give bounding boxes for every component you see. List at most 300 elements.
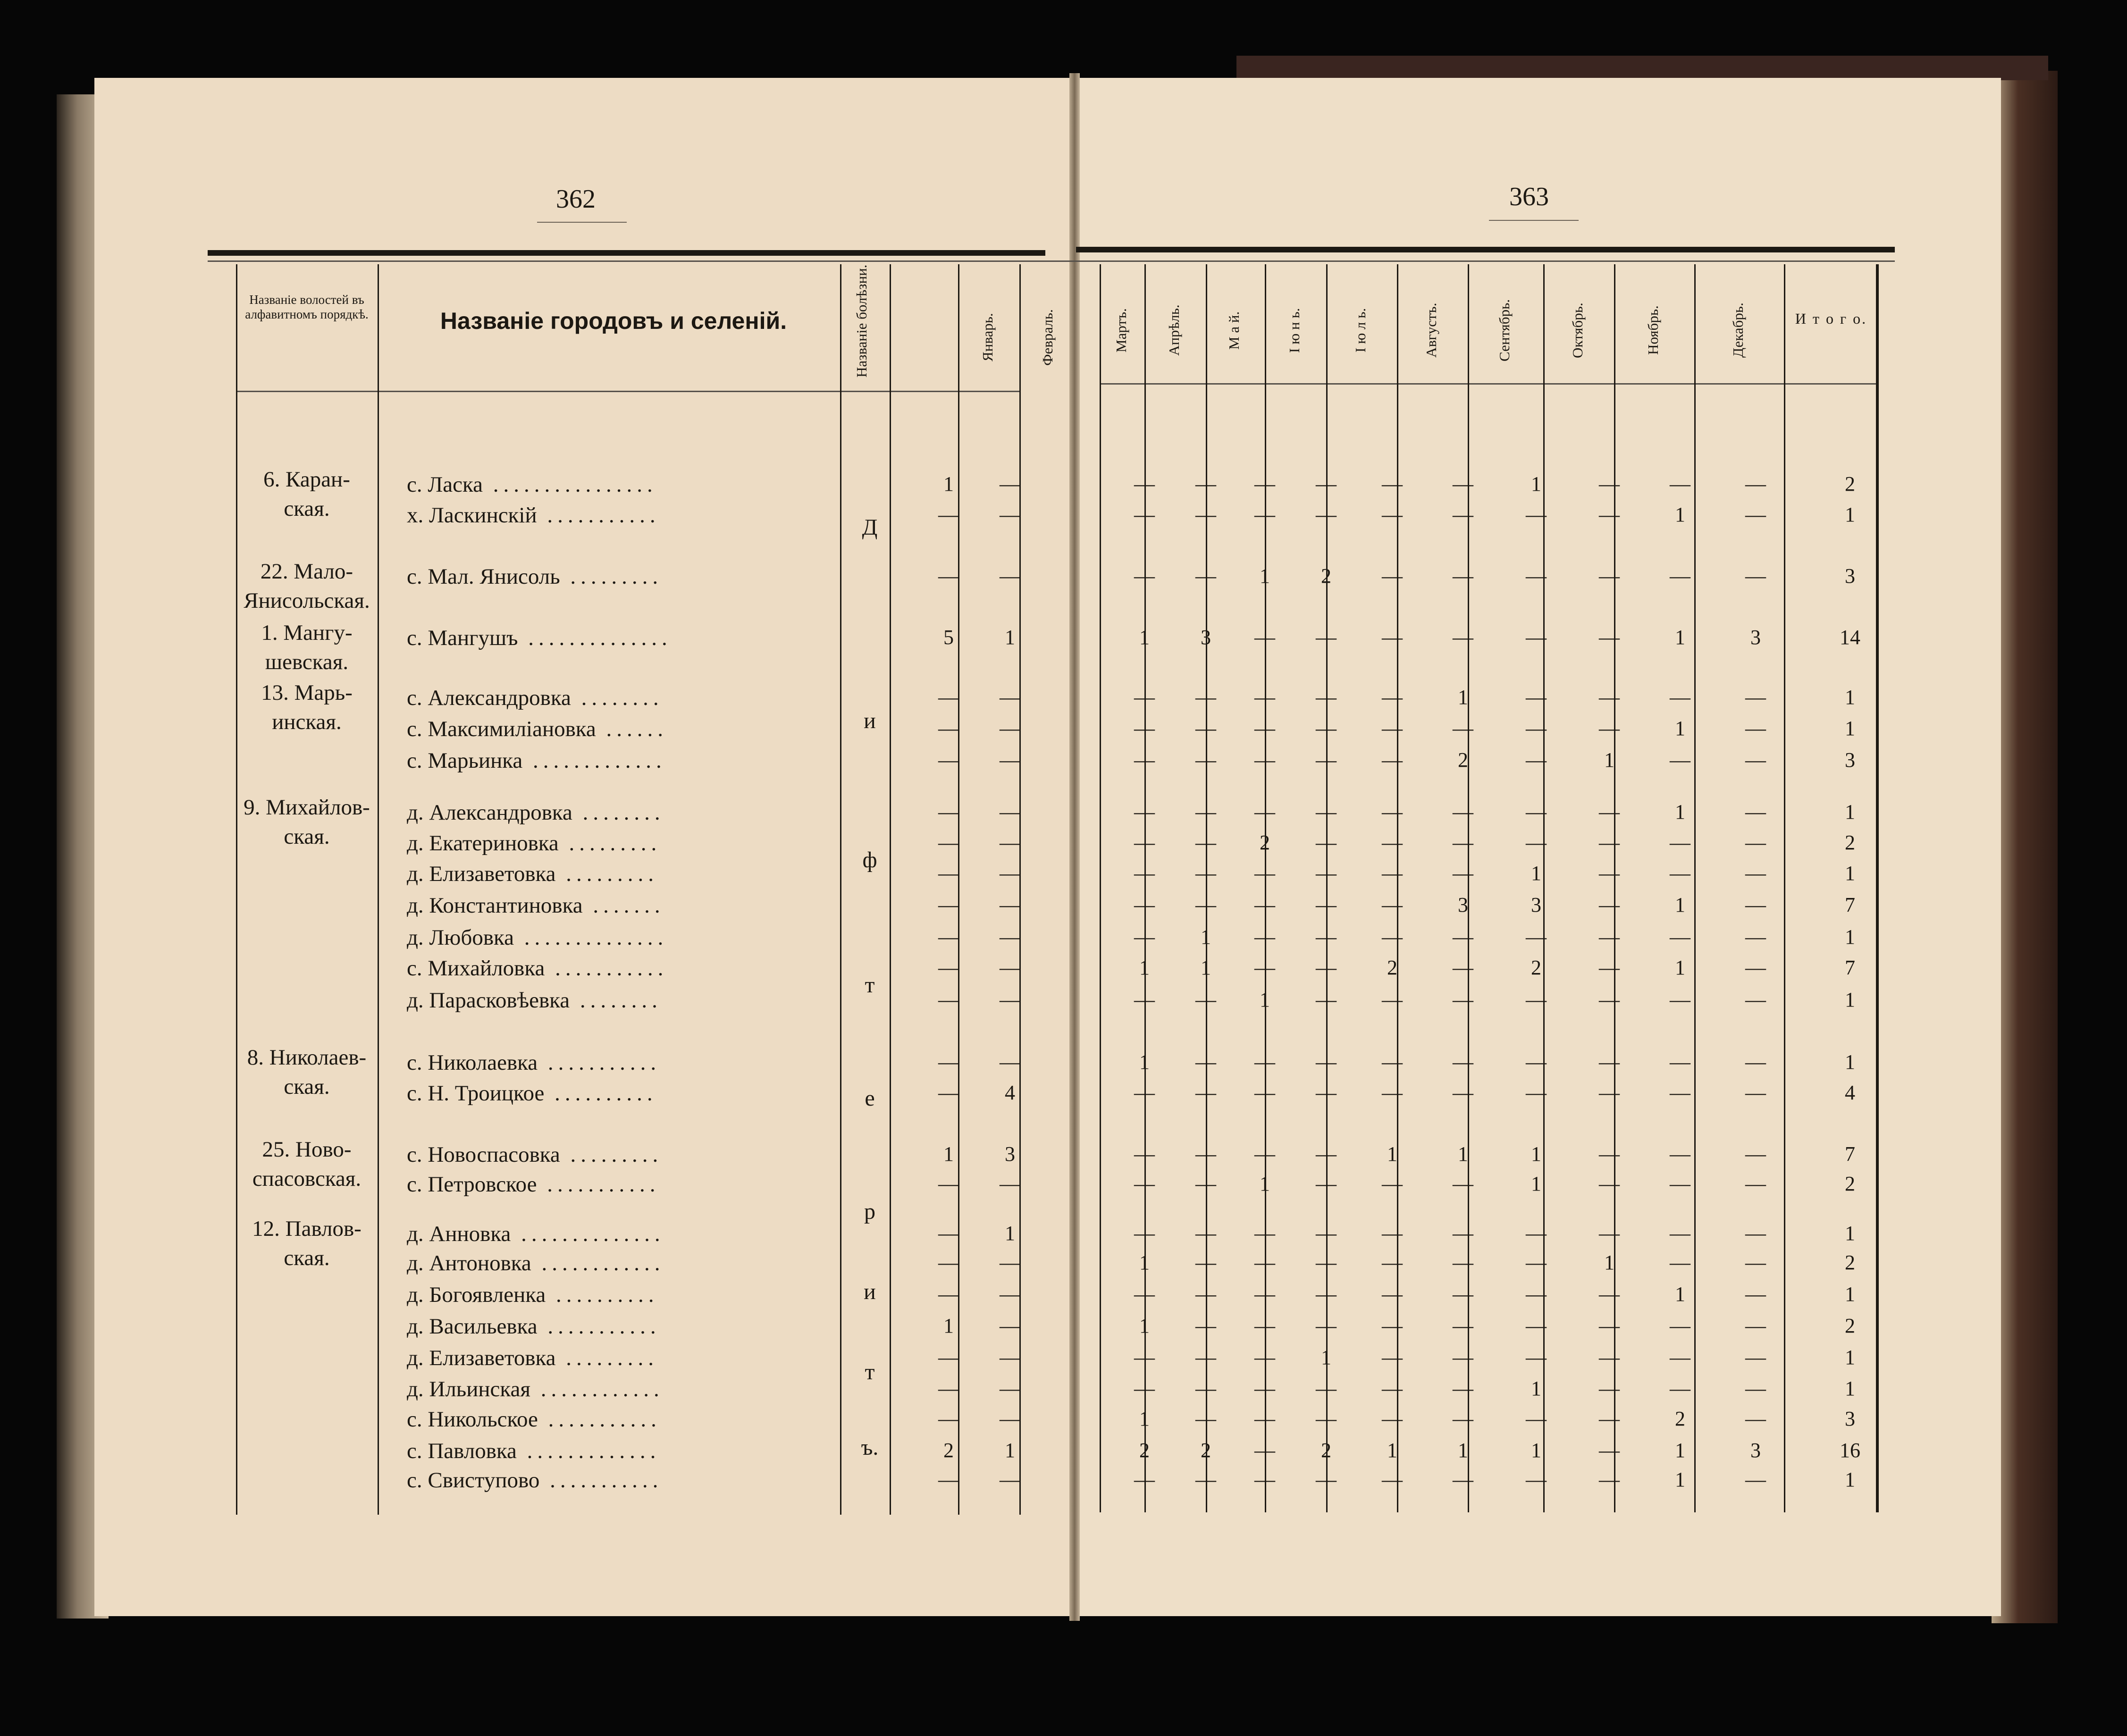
month-value: — xyxy=(1382,1468,1403,1491)
month-value: — xyxy=(1254,1081,1275,1104)
page-number-rule-left xyxy=(537,222,627,223)
month-value: 1 xyxy=(1675,1439,1685,1462)
month-value: — xyxy=(1453,626,1473,649)
month-value: — xyxy=(1453,503,1473,526)
month-value: — xyxy=(1134,503,1155,526)
month-value: — xyxy=(1195,800,1216,823)
volost-name xyxy=(236,678,378,737)
month-value: — xyxy=(938,956,959,979)
settlement-name xyxy=(407,1282,832,1308)
month-value: — xyxy=(1599,1283,1620,1306)
month-value: — xyxy=(1382,1081,1403,1104)
month-value: — xyxy=(1526,1081,1547,1104)
settlement-label: с. Максимиліановка xyxy=(407,717,596,741)
month-value: — xyxy=(1134,717,1155,740)
column-rule xyxy=(1876,264,1879,1512)
leader-dots: .......... xyxy=(544,1081,657,1106)
month-value: — xyxy=(1316,472,1337,495)
month-value: 1 xyxy=(1005,1222,1015,1245)
total-value: 1 xyxy=(1845,1222,1855,1245)
month-value: — xyxy=(1453,1314,1473,1337)
month-value: — xyxy=(1745,1314,1766,1337)
settlement-name xyxy=(407,1468,832,1493)
volost-name-line: 9. Михайлов- xyxy=(244,795,370,820)
month-value: — xyxy=(938,800,959,823)
leader-dots: .............. xyxy=(511,1222,665,1246)
month-value: — xyxy=(1453,1283,1473,1306)
total-value: 1 xyxy=(1845,503,1855,526)
settlement-label: д. Александровка xyxy=(407,800,572,825)
month-value: — xyxy=(1134,1283,1155,1306)
month-value: — xyxy=(1670,925,1690,948)
settlement-name xyxy=(407,625,832,651)
month-value: 2 xyxy=(1675,1407,1685,1430)
settlement-name xyxy=(407,1221,832,1247)
settlement-name xyxy=(407,1250,832,1276)
month-value: 1 xyxy=(1321,1346,1331,1369)
month-value: 1 xyxy=(1531,1142,1541,1166)
month-value: 3 xyxy=(1750,1439,1761,1462)
total-value: 16 xyxy=(1840,1439,1860,1462)
total-value: 3 xyxy=(1845,564,1855,587)
month-value: — xyxy=(1134,800,1155,823)
month-value: — xyxy=(1000,564,1020,587)
month-value: — xyxy=(1382,862,1403,885)
settlement-label: д. Ильинская xyxy=(407,1377,531,1401)
column-rule xyxy=(378,264,379,1515)
month-value: — xyxy=(1745,503,1766,526)
month-value: — xyxy=(1195,988,1216,1011)
settlement-label: с. Н. Троицкое xyxy=(407,1081,545,1106)
settlement-name xyxy=(407,988,832,1013)
month-value: — xyxy=(1453,1081,1473,1104)
month-value: 1 xyxy=(1139,626,1150,649)
month-value: — xyxy=(1316,1407,1337,1430)
volost-name-line: 6. Каран- xyxy=(263,467,350,492)
settlement-name xyxy=(407,893,832,918)
month-value: — xyxy=(1382,1172,1403,1195)
month-value: — xyxy=(1382,1222,1403,1245)
header-settlement: Названіе городовъ и селеній. xyxy=(440,308,787,334)
column-rule xyxy=(840,264,841,1515)
month-value: — xyxy=(1670,564,1690,587)
month-value: — xyxy=(1453,564,1473,587)
month-value: — xyxy=(1195,862,1216,885)
leader-dots: ............ xyxy=(530,1377,664,1401)
leader-dots: ........... xyxy=(538,1407,661,1432)
settlement-label: с. Мал. Янисоль xyxy=(407,564,560,589)
month-value: — xyxy=(1134,893,1155,916)
month-value: — xyxy=(1000,988,1020,1011)
disease-letter: т xyxy=(865,973,875,998)
month-value: 2 xyxy=(1387,956,1397,979)
month-value: — xyxy=(1134,1377,1155,1400)
month-value: 2 xyxy=(1139,1439,1150,1462)
month-value: 1 xyxy=(1675,503,1685,526)
month-value: — xyxy=(1195,1222,1216,1245)
month-value: — xyxy=(1254,1346,1275,1369)
settlement-name xyxy=(407,1345,832,1371)
month-value: — xyxy=(1670,1172,1690,1195)
month-value: — xyxy=(938,1081,959,1104)
month-value: 4 xyxy=(1005,1081,1015,1104)
month-value: — xyxy=(1316,1172,1337,1195)
month-value: — xyxy=(1526,831,1547,854)
settlement-name xyxy=(407,861,832,887)
column-rule xyxy=(1100,264,1101,1512)
month-value: 1 xyxy=(943,472,954,495)
month-value: — xyxy=(1254,800,1275,823)
month-value: — xyxy=(1316,1468,1337,1491)
month-value: — xyxy=(1000,1283,1020,1306)
month-value: — xyxy=(1195,1172,1216,1195)
month-value: 2 xyxy=(943,1439,954,1462)
month-value: — xyxy=(938,1050,959,1073)
month-value: 1 xyxy=(1139,1407,1150,1430)
total-value: 7 xyxy=(1845,1142,1855,1166)
month-value: — xyxy=(1316,925,1337,948)
table-top-rule-left xyxy=(208,250,1045,256)
settlement-label: д. Константиновка xyxy=(407,893,583,918)
month-value: — xyxy=(1000,956,1020,979)
month-value: — xyxy=(1745,925,1766,948)
month-value: — xyxy=(1195,893,1216,916)
header-month: Декабрь. xyxy=(1730,302,1746,358)
settlement-label: д. Богоявленка xyxy=(407,1283,546,1307)
month-value: — xyxy=(1316,626,1337,649)
month-value: — xyxy=(1134,988,1155,1011)
month-value: — xyxy=(1745,717,1766,740)
month-value: 1 xyxy=(1531,862,1541,885)
month-value: — xyxy=(1670,1377,1690,1400)
month-value: 1 xyxy=(1531,1172,1541,1195)
month-value: — xyxy=(1382,472,1403,495)
month-value: — xyxy=(1254,893,1275,916)
volost-name xyxy=(236,793,378,851)
settlement-name xyxy=(407,1407,832,1432)
month-value: 1 xyxy=(1260,564,1270,587)
volost-name xyxy=(236,1043,378,1101)
month-value: — xyxy=(1670,1142,1690,1166)
month-value: — xyxy=(1745,800,1766,823)
book-cover-right xyxy=(1992,71,2058,1623)
month-value: — xyxy=(1599,1346,1620,1369)
month-value: 1 xyxy=(1005,626,1015,649)
column-rule xyxy=(890,264,891,1515)
month-value: 1 xyxy=(1139,1314,1150,1337)
month-value: 2 xyxy=(1531,956,1541,979)
disease-letter: и xyxy=(864,708,876,733)
month-value: — xyxy=(1316,1081,1337,1104)
month-value: — xyxy=(1599,831,1620,854)
header-month: Октябрь. xyxy=(1569,302,1586,358)
month-value: — xyxy=(1382,1283,1403,1306)
month-value: — xyxy=(1599,893,1620,916)
volost-name-line: шевская. xyxy=(265,650,349,674)
month-value: — xyxy=(1526,1283,1547,1306)
leader-dots: ............. xyxy=(522,748,666,773)
page-number-left: 362 xyxy=(556,185,596,214)
month-value: — xyxy=(1453,717,1473,740)
month-value: — xyxy=(1745,748,1766,772)
leader-dots: ........... xyxy=(537,1172,660,1197)
month-value: 1 xyxy=(1675,800,1685,823)
month-value: — xyxy=(1134,748,1155,772)
month-value: — xyxy=(1670,1222,1690,1245)
month-value: — xyxy=(1254,1407,1275,1430)
settlement-label: д. Анновка xyxy=(407,1222,511,1246)
month-value: — xyxy=(1000,1050,1020,1073)
month-value: — xyxy=(938,893,959,916)
month-value: — xyxy=(1382,988,1403,1011)
month-value: — xyxy=(1526,686,1547,709)
month-value: — xyxy=(1134,862,1155,885)
leader-dots: ........... xyxy=(538,1050,661,1075)
month-value: — xyxy=(1745,564,1766,587)
month-value: — xyxy=(1254,1314,1275,1337)
month-value: 1 xyxy=(1604,1251,1614,1274)
settlement-name xyxy=(407,830,832,856)
month-value: — xyxy=(1599,862,1620,885)
month-value: — xyxy=(1382,626,1403,649)
settlement-name xyxy=(407,1314,832,1339)
settlement-name xyxy=(407,956,832,981)
month-value: — xyxy=(1382,748,1403,772)
month-value: — xyxy=(938,1346,959,1369)
header-bottom-rule-right xyxy=(1100,383,1878,385)
leader-dots: ........... xyxy=(537,503,660,528)
month-value: — xyxy=(1000,1407,1020,1430)
month-value: 1 xyxy=(1387,1142,1397,1166)
month-value: — xyxy=(1453,472,1473,495)
month-value: — xyxy=(1134,686,1155,709)
total-value: 1 xyxy=(1845,862,1855,885)
month-value: — xyxy=(938,1251,959,1274)
month-value: — xyxy=(1000,893,1020,916)
month-value: 1 xyxy=(1260,988,1270,1011)
month-value: — xyxy=(1195,503,1216,526)
month-value: — xyxy=(1316,503,1337,526)
month-value: — xyxy=(1453,831,1473,854)
month-value: — xyxy=(1599,956,1620,979)
month-value: — xyxy=(1526,1251,1547,1274)
settlement-name xyxy=(407,472,832,497)
total-value: 1 xyxy=(1845,925,1855,948)
settlement-name xyxy=(407,503,832,528)
month-value: — xyxy=(1745,1377,1766,1400)
month-value: — xyxy=(1195,717,1216,740)
header-volost: Названіе волостей въ алфавитномъ порядкѣ. xyxy=(245,293,369,321)
total-value: 2 xyxy=(1845,831,1855,854)
month-value: — xyxy=(1745,1081,1766,1104)
month-value: — xyxy=(1526,988,1547,1011)
month-value: — xyxy=(1526,1407,1547,1430)
month-value: — xyxy=(938,748,959,772)
month-value: — xyxy=(1745,893,1766,916)
header-month: Апрѣль. xyxy=(1166,304,1182,356)
month-value: 1 xyxy=(1139,956,1150,979)
settlement-label: с. Ласка xyxy=(407,472,483,497)
settlement-label: д. Антоновка xyxy=(407,1251,531,1275)
header-month: М а й. xyxy=(1226,311,1242,350)
month-value: — xyxy=(1670,748,1690,772)
month-value: — xyxy=(1526,800,1547,823)
page-number-right: 363 xyxy=(1509,182,1549,211)
month-value: 1 xyxy=(1139,1050,1150,1073)
volost-name-line: Янисольская. xyxy=(244,588,370,613)
month-value: — xyxy=(1254,1222,1275,1245)
month-value: — xyxy=(1195,1081,1216,1104)
month-value: — xyxy=(1254,626,1275,649)
month-value: — xyxy=(1134,472,1155,495)
month-value: — xyxy=(1316,717,1337,740)
month-value: — xyxy=(1599,717,1620,740)
month-value: — xyxy=(938,1407,959,1430)
header-month: Сентябрь. xyxy=(1496,299,1513,361)
month-value: — xyxy=(1316,748,1337,772)
month-value: — xyxy=(938,564,959,587)
total-value: 1 xyxy=(1845,800,1855,823)
month-value: — xyxy=(1254,748,1275,772)
volost-name-line: ская. xyxy=(284,1246,330,1270)
month-value: — xyxy=(1316,1142,1337,1166)
settlement-name xyxy=(407,1050,832,1075)
month-value: — xyxy=(1745,472,1766,495)
leader-dots: ................ xyxy=(482,472,657,497)
month-value: 1 xyxy=(1201,956,1211,979)
month-value: — xyxy=(1000,925,1020,948)
settlement-name xyxy=(407,1438,832,1464)
month-value: — xyxy=(1670,1081,1690,1104)
total-value: 1 xyxy=(1845,1283,1855,1306)
month-value: — xyxy=(938,1468,959,1491)
month-value: — xyxy=(1195,564,1216,587)
leader-dots: ........... xyxy=(537,1314,661,1339)
volost-name-line: инская. xyxy=(272,710,342,734)
month-value: 1 xyxy=(1531,472,1541,495)
month-value: 3 xyxy=(1750,626,1761,649)
month-value: — xyxy=(1254,1377,1275,1400)
total-value: 3 xyxy=(1845,748,1855,772)
month-value: — xyxy=(1670,988,1690,1011)
month-value: — xyxy=(1599,1050,1620,1073)
month-value: — xyxy=(1745,1346,1766,1369)
leader-dots: ......... xyxy=(560,564,663,589)
month-value: — xyxy=(1316,893,1337,916)
settlement-name xyxy=(407,800,832,825)
month-value: — xyxy=(1745,1050,1766,1073)
month-value: — xyxy=(1000,717,1020,740)
month-value: — xyxy=(1316,831,1337,854)
settlement-label: д. Елизаветовка xyxy=(407,862,556,886)
month-value: 3 xyxy=(1201,626,1211,649)
month-value: — xyxy=(1745,1407,1766,1430)
month-value: — xyxy=(1526,503,1547,526)
month-value: 2 xyxy=(1321,1439,1331,1462)
column-rule xyxy=(236,264,237,1515)
month-value: — xyxy=(1599,1314,1620,1337)
month-value: — xyxy=(1316,1251,1337,1274)
month-value: — xyxy=(1599,1081,1620,1104)
disease-letter: р xyxy=(864,1199,875,1224)
settlement-label: д. Парасковѣевка xyxy=(407,988,570,1013)
month-value: — xyxy=(1382,831,1403,854)
settlement-label: с. Никольское xyxy=(407,1407,538,1432)
settlement-label: с. Павловка xyxy=(407,1439,517,1463)
month-value: — xyxy=(938,862,959,885)
month-value: — xyxy=(1745,1172,1766,1195)
month-value: — xyxy=(1382,1377,1403,1400)
leader-dots: ............ xyxy=(531,1251,665,1275)
month-value: — xyxy=(1670,862,1690,885)
month-value: — xyxy=(1254,1468,1275,1491)
month-value: 1 xyxy=(943,1314,954,1337)
total-value: 1 xyxy=(1845,988,1855,1011)
month-value: — xyxy=(1453,988,1473,1011)
month-value: — xyxy=(1000,1314,1020,1337)
month-value: 1 xyxy=(943,1142,954,1166)
settlement-label: д. Любовка xyxy=(407,925,514,950)
leader-dots: .............. xyxy=(518,626,672,650)
header-total: И т о г о. xyxy=(1795,310,1867,327)
month-value: — xyxy=(1134,925,1155,948)
month-value: — xyxy=(938,988,959,1011)
month-value: — xyxy=(1453,925,1473,948)
month-value: — xyxy=(1745,862,1766,885)
settlement-label: х. Ласкинскій xyxy=(407,503,537,528)
volost-name-line: 8. Николаев- xyxy=(247,1045,367,1070)
month-value: — xyxy=(1382,925,1403,948)
month-value: — xyxy=(1195,1407,1216,1430)
total-value: 2 xyxy=(1845,1251,1855,1274)
month-value: 1 xyxy=(1531,1377,1541,1400)
total-value: 14 xyxy=(1840,626,1860,649)
month-value: — xyxy=(1000,800,1020,823)
volost-name-line: 1. Мангу- xyxy=(261,621,353,645)
month-value: — xyxy=(1526,1314,1547,1337)
settlement-name xyxy=(407,1172,832,1197)
month-value: — xyxy=(1599,1222,1620,1245)
month-value: — xyxy=(1134,831,1155,854)
month-value: — xyxy=(1134,1081,1155,1104)
month-value: — xyxy=(938,717,959,740)
month-value: — xyxy=(938,925,959,948)
month-value: — xyxy=(1254,956,1275,979)
total-value: 2 xyxy=(1845,1314,1855,1337)
month-value: 1 xyxy=(1675,1468,1685,1491)
month-value: — xyxy=(1453,956,1473,979)
month-value: — xyxy=(1254,1251,1275,1274)
month-value: — xyxy=(1382,1050,1403,1073)
header-month: Мартъ. xyxy=(1113,308,1129,352)
month-value: — xyxy=(1745,1222,1766,1245)
month-value: — xyxy=(1382,717,1403,740)
month-value: — xyxy=(1599,1142,1620,1166)
month-value: — xyxy=(1453,1172,1473,1195)
month-value: 1 xyxy=(1675,1283,1685,1306)
disease-letter: е xyxy=(865,1086,875,1111)
month-value: — xyxy=(1134,1346,1155,1369)
month-value: — xyxy=(1526,564,1547,587)
month-value: — xyxy=(1670,472,1690,495)
volost-name-line: ская. xyxy=(284,824,330,849)
volost-name xyxy=(236,1214,378,1273)
header-month: Февраль. xyxy=(1039,309,1056,366)
leader-dots: .............. xyxy=(514,925,668,950)
month-value: — xyxy=(938,1172,959,1195)
cover-top-strip xyxy=(1236,56,2048,80)
month-value: — xyxy=(1316,1283,1337,1306)
